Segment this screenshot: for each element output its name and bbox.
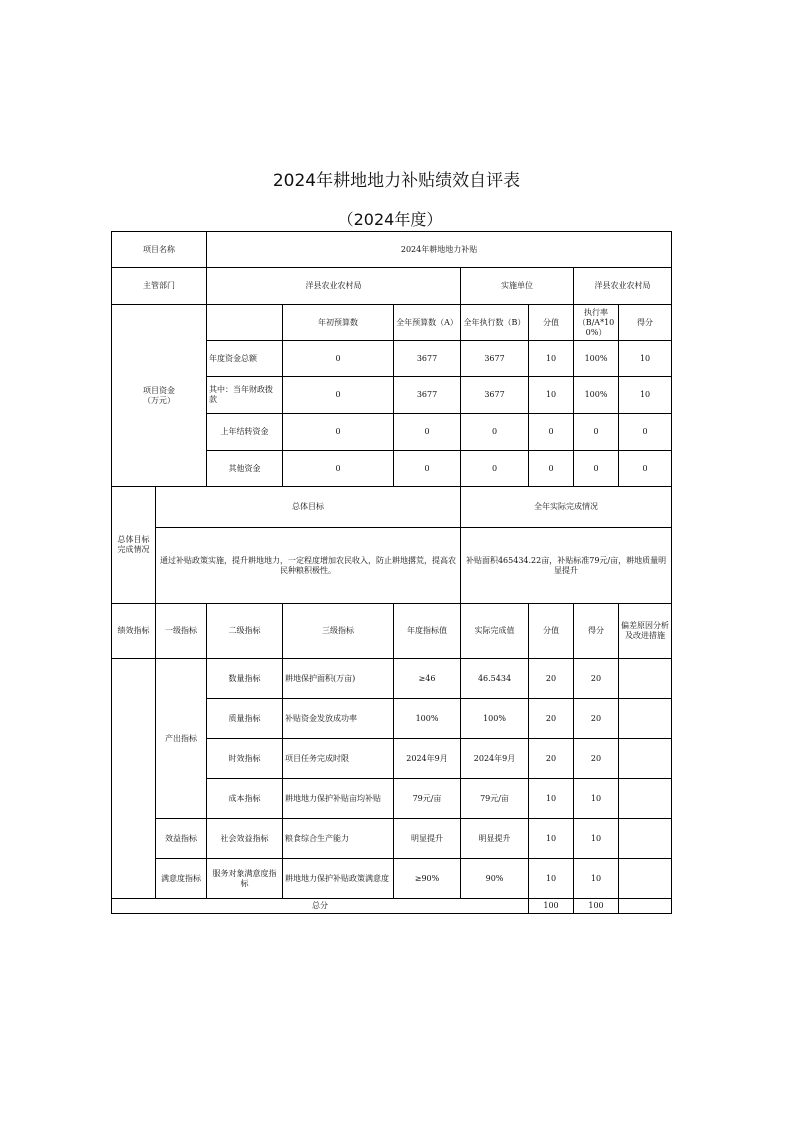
target: 79元/亩 [394,779,461,819]
score: 20 [574,739,619,779]
target: 100% [394,699,461,739]
actual: 90% [461,859,529,899]
funds-header-score-value: 分值 [529,305,574,341]
funds-row-executed: 0 [461,414,529,451]
actual: 2024年9月 [461,739,529,779]
funds-row-annual: 3677 [394,341,461,377]
funds-row-executed: 3677 [461,341,529,377]
funds-row-score-value: 10 [529,341,574,377]
funds-header-executed: 全年执行数（B） [461,305,529,341]
score-value: 20 [529,739,574,779]
actual: 79元/亩 [461,779,529,819]
project-name-value: 2024年耕地地力补贴 [207,232,672,268]
funds-header-row [112,305,672,341]
deviation [619,659,672,699]
level3: 耕地保护面积(万亩) [283,659,394,699]
funds-row-name: 年度资金总额 [207,341,283,377]
funds-header-rate: 执行率（B/A*100%） [574,305,619,341]
department-value: 洋县农业农村局 [207,268,461,305]
score-value: 20 [529,659,574,699]
indicators-header-level1: 一级指标 [156,604,207,659]
funds-row-initial: 0 [283,414,394,451]
score-value: 20 [529,699,574,739]
indicators-blank [112,659,156,899]
funds-row-executed: 3677 [461,377,529,414]
level3: 补贴资金发放成功率 [283,699,394,739]
total-row [112,899,672,914]
page-title: 2024年耕地地力补贴绩效自评表 [272,171,521,191]
total-score: 100 [574,899,619,914]
funds-row-score-value: 0 [529,414,574,451]
funds-header-initial: 年初预算数 [283,305,394,341]
funds-label: 项目资金 （万元） [112,305,207,487]
indicators-header-score-value: 分值 [529,604,574,659]
deviation [619,739,672,779]
funds-row-score: 10 [619,341,672,377]
funds-row-initial: 0 [283,377,394,414]
funds-header-score: 得分 [619,305,672,341]
project-name-label: 项目名称 [112,232,207,268]
indicators-header-target: 年度指标值 [394,604,461,659]
level3: 粮食综合生产能力 [283,819,394,859]
funds-row-rate: 100% [574,377,619,414]
funds-row-initial: 0 [283,341,394,377]
funds-row-annual: 0 [394,414,461,451]
level2: 时效指标 [207,739,283,779]
level3: 耕地地力保护补贴亩均补贴 [283,779,394,819]
total-score-value: 100 [529,899,574,914]
goals-text: 通过补贴政策实施，提升耕地地力，一定程度增加农民收入，防止耕地撂荒，提高农民种粮积极性。 [156,528,461,604]
score: 10 [574,859,619,899]
goals-actual-text: 补贴面积465434.22亩，补贴标准79元/亩，耕地质量明显提升 [461,528,672,604]
page-subtitle: （2024年度） [337,210,443,229]
indicator-row [112,859,672,899]
score-value: 10 [529,819,574,859]
indicators-header-row [112,604,672,659]
score: 10 [574,779,619,819]
project-name-row [112,232,672,268]
level2: 质量指标 [207,699,283,739]
indicator-row [112,659,672,699]
target: 2024年9月 [394,739,461,779]
indicators-header-level3: 三级指标 [283,604,394,659]
indicators-header-performance: 绩效指标 [112,604,156,659]
indicators-header-level2: 二级指标 [207,604,283,659]
total-label: 总分 [112,899,529,914]
goals-header-row [112,487,672,528]
score: 20 [574,659,619,699]
level2: 数量指标 [207,659,283,699]
deviation [619,859,672,899]
indicators-header-score: 得分 [574,604,619,659]
actual: 46.5434 [461,659,529,699]
funds-row-score: 0 [619,451,672,487]
funds-row-rate: 0 [574,451,619,487]
evaluation-table [111,231,672,914]
funds-header-annual: 全年预算数（A） [394,305,461,341]
level2: 成本指标 [207,779,283,819]
target: ≥90% [394,859,461,899]
level3: 耕地地力保护补贴政策满意度 [283,859,394,899]
target: 明显提升 [394,819,461,859]
score: 10 [574,819,619,859]
funds-row-score-value: 10 [529,377,574,414]
deviation [619,779,672,819]
funds-row-score: 10 [619,377,672,414]
target: ≥46 [394,659,461,699]
indicators-header-actual: 实际完成值 [461,604,529,659]
score-value: 10 [529,779,574,819]
funds-row-rate: 0 [574,414,619,451]
deviation [619,819,672,859]
funds-row-score-value: 0 [529,451,574,487]
goals-header: 总体目标 [156,487,461,528]
funds-row-annual: 0 [394,451,461,487]
funds-row-name: 其他资金 [207,451,283,487]
goals-label: 总体目标完成情况 [112,487,156,604]
actual: 100% [461,699,529,739]
funds-row-name: 上年结转资金 [207,414,283,451]
funds-row-score: 0 [619,414,672,451]
funds-header-empty [207,305,283,341]
score-value: 10 [529,859,574,899]
funds-row-executed: 0 [461,451,529,487]
goals-actual-header: 全年实际完成情况 [461,487,672,528]
implementing-unit-label: 实施单位 [461,268,574,305]
indicator-row [112,819,672,859]
funds-row-initial: 0 [283,451,394,487]
goals-content-row [112,528,672,604]
implementing-unit-value: 洋县农业农村局 [574,268,672,305]
department-row [112,268,672,305]
total-deviation [619,899,672,914]
level2: 服务对象满意度指标 [207,859,283,899]
level1-satisfaction: 满意度指标 [156,859,207,899]
deviation [619,699,672,739]
level1-output: 产出指标 [156,659,207,819]
actual: 明显提升 [461,819,529,859]
funds-row-name: 其中：当年财政拨款 [207,377,283,414]
indicators-header-deviation: 偏差原因分析及改进措施 [619,604,672,659]
level2: 社会效益指标 [207,819,283,859]
level3: 项目任务完成时限 [283,739,394,779]
level1-benefit: 效益指标 [156,819,207,859]
score: 20 [574,699,619,739]
funds-row-annual: 3677 [394,377,461,414]
funds-row-rate: 100% [574,341,619,377]
department-label: 主管部门 [112,268,207,305]
